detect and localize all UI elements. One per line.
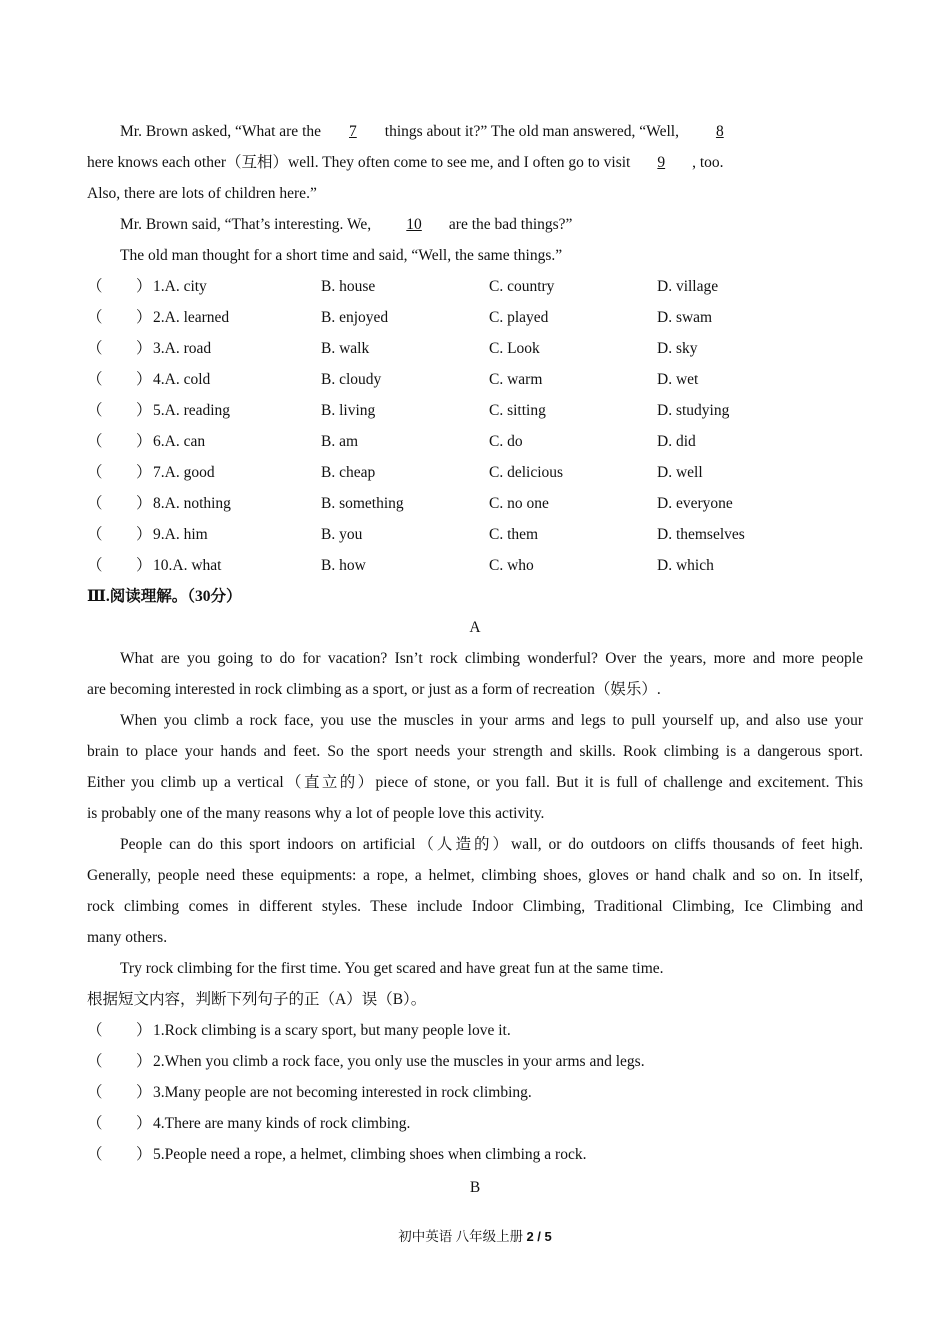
tf-item-text: 2.When you climb a rock face, you only use the muscles in your arms and legs. — [153, 1053, 645, 1070]
tf-item — [87, 1139, 863, 1170]
option-a: 7.A. good — [153, 464, 215, 481]
option-b: B. enjoyed — [321, 309, 389, 326]
option-row — [87, 302, 863, 333]
page-footer — [0, 1226, 950, 1248]
passage-text: are the bad things?” — [448, 216, 573, 233]
option-d: D. themselves — [657, 526, 745, 543]
answer-paren-close: ） — [136, 526, 152, 543]
option-a: 4.A. cold — [153, 371, 211, 388]
tf-item — [87, 1108, 863, 1139]
answer-paren-open: （ — [87, 526, 103, 543]
option-row — [87, 550, 863, 581]
answer-paren-close: ） — [136, 1146, 152, 1163]
option-d: D. everyone — [657, 495, 733, 512]
answer-paren-open: （ — [87, 1115, 103, 1132]
option-d: D. swam — [657, 309, 713, 326]
option-b: B. walk — [321, 340, 370, 357]
question-instruction: 根据短文内容，判断下列句子的正（A）误（B）。 — [87, 991, 427, 1008]
answer-paren-open: （ — [87, 557, 103, 574]
answer-paren-close: ） — [136, 495, 152, 512]
option-c: C. played — [489, 309, 549, 326]
tf-item-text: 5.People need a rope, a helmet, climbing shoes when climbing a rock. — [153, 1146, 587, 1163]
option-c: C. them — [489, 526, 539, 543]
answer-paren-close: ） — [136, 309, 152, 326]
passage-line: When you climb a rock face, you use the muscles in your arms and legs to pull yourself up, and also use your — [120, 712, 863, 729]
option-row — [87, 271, 863, 302]
passage-line: What are you going to do for vacation? Isn’t rock climbing wonderful? Over the years, more and more people — [120, 650, 863, 667]
passage-line: rock climbing comes in different styles. These include Indoor Climbing, Traditional Climbing, Ice Climbing and — [87, 898, 863, 915]
answer-paren-open: （ — [87, 402, 103, 419]
answer-paren-close: ） — [136, 1115, 152, 1132]
option-d: D. studying — [657, 402, 730, 419]
option-b: B. how — [321, 557, 366, 574]
tf-item — [87, 1015, 863, 1046]
tf-item — [87, 1046, 863, 1077]
option-d: D. wet — [657, 371, 699, 388]
passage-text: things about it?” The old man answered, “Well, — [384, 123, 679, 140]
answer-paren-close: ） — [136, 278, 152, 295]
cloze-blank-8: 8 — [715, 123, 724, 140]
passage-text: The old man thought for a short time and said, “Well, the same things.” — [120, 247, 563, 264]
cloze-blank-9: 9 — [657, 154, 666, 171]
answer-paren-open: （ — [87, 309, 103, 326]
answer-paren-close: ） — [136, 1084, 152, 1101]
passage-line: brain to place your hands and feet. So the sport needs your strength and skills. Rook climbing is a dangerous sport. — [87, 743, 863, 760]
option-d: D. well — [657, 464, 703, 481]
option-b: B. house — [321, 278, 376, 295]
option-a: 5.A. reading — [153, 402, 231, 419]
answer-paren-open: （ — [87, 1053, 103, 1070]
answer-paren-open: （ — [87, 1146, 103, 1163]
option-c: C. Look — [489, 340, 540, 357]
answer-paren-open: （ — [87, 278, 103, 295]
answer-paren-close: ） — [136, 464, 152, 481]
option-d: D. sky — [657, 340, 698, 357]
section-heading: Ⅲ.阅读理解。（30分） — [87, 588, 242, 605]
passage-text: , too. — [692, 154, 724, 171]
option-row — [87, 488, 863, 519]
passage-line: Generally, people need these equipments: a rope, a helmet, climbing shoes, gloves or hand chalk and so on. In itself, — [87, 867, 863, 884]
option-a: 9.A. him — [153, 526, 208, 543]
option-d: D. village — [657, 278, 719, 295]
option-a: 10.A. what — [153, 557, 222, 574]
tf-item-text: 4.There are many kinds of rock climbing. — [153, 1115, 411, 1132]
answer-paren-close: ） — [136, 1053, 152, 1070]
tf-item-text: 3.Many people are not becoming interested in rock climbing. — [153, 1084, 532, 1101]
cloze-blank-10: 10 — [406, 216, 422, 233]
answer-paren-open: （ — [87, 464, 103, 481]
option-c: C. warm — [489, 371, 543, 388]
page-number: 2 / 5 — [526, 1229, 552, 1244]
option-c: C. sitting — [489, 402, 546, 419]
tf-item-text: 1.Rock climbing is a scary sport, but many people love it. — [153, 1022, 511, 1039]
option-a: 2.A. learned — [153, 309, 230, 326]
passage-title: B — [469, 1179, 481, 1196]
option-b: B. cloudy — [321, 371, 382, 388]
option-row — [87, 333, 863, 364]
passage-text: Mr. Brown asked, “What are the — [120, 123, 322, 140]
answer-paren-close: ） — [136, 1022, 152, 1039]
answer-paren-open: （ — [87, 495, 103, 512]
cloze-blank-7: 7 — [349, 123, 357, 140]
option-row — [87, 364, 863, 395]
passage-title: A — [469, 619, 481, 636]
answer-paren-open: （ — [87, 1084, 103, 1101]
tf-item — [87, 1077, 863, 1108]
option-row — [87, 426, 863, 457]
passage-line: is probably one of the many reasons why a lot of people love this activity. — [87, 805, 545, 822]
footer-label: 初中英语 八年级上册 — [398, 1229, 524, 1244]
option-b: B. you — [321, 526, 363, 543]
passage-paragraph — [120, 116, 863, 147]
passage-line: People can do this sport indoors on artificial（人造的）wall, or do outdoors on cliffs thousands of feet high. — [120, 836, 863, 853]
option-d: D. did — [657, 433, 696, 450]
answer-paren-open: （ — [87, 340, 103, 357]
answer-paren-open: （ — [87, 371, 103, 388]
option-a: 1.A. city — [153, 278, 207, 295]
option-b: B. something — [321, 495, 404, 512]
option-b: B. living — [321, 402, 376, 419]
option-b: B. cheap — [321, 464, 376, 481]
option-c: C. who — [489, 557, 534, 574]
option-c: C. no one — [489, 495, 549, 512]
option-d: D. which — [657, 557, 714, 574]
option-c: C. country — [489, 278, 555, 295]
answer-paren-close: ） — [136, 340, 152, 357]
passage-text: Also, there are lots of children here.” — [87, 185, 317, 202]
answer-paren-close: ） — [136, 402, 152, 419]
option-row — [87, 457, 863, 488]
passage-line: Try rock climbing for the first time. You get scared and have great fun at the same time. — [120, 960, 664, 977]
answer-paren-open: （ — [87, 1022, 103, 1039]
option-row — [87, 395, 863, 426]
passage-line: are becoming interested in rock climbing as a sport, or just as a form of recreation（娱乐）. — [87, 681, 661, 698]
passage-text: here knows each other（互相）well. They often come to see me, and I often go to visit — [87, 154, 631, 171]
passage-line: many others. — [87, 929, 168, 946]
option-a: 3.A. road — [153, 340, 212, 357]
passage-paragraph — [120, 209, 863, 240]
passage-line: Either you climb up a vertical（直立的）piece of stone, or you fall. But it is full of challenge and excitement. This — [87, 774, 863, 791]
option-row — [87, 519, 863, 550]
option-a: 6.A. can — [153, 433, 206, 450]
option-c: C. delicious — [489, 464, 564, 481]
answer-paren-close: ） — [136, 433, 152, 450]
passage-paragraph — [87, 147, 863, 178]
answer-paren-close: ） — [136, 557, 152, 574]
option-c: C. do — [489, 433, 523, 450]
passage-text: Mr. Brown said, “That’s interesting. We, — [120, 216, 372, 233]
answer-paren-open: （ — [87, 433, 103, 450]
option-b: B. am — [321, 433, 359, 450]
answer-paren-close: ） — [136, 371, 152, 388]
option-a: 8.A. nothing — [153, 495, 231, 512]
